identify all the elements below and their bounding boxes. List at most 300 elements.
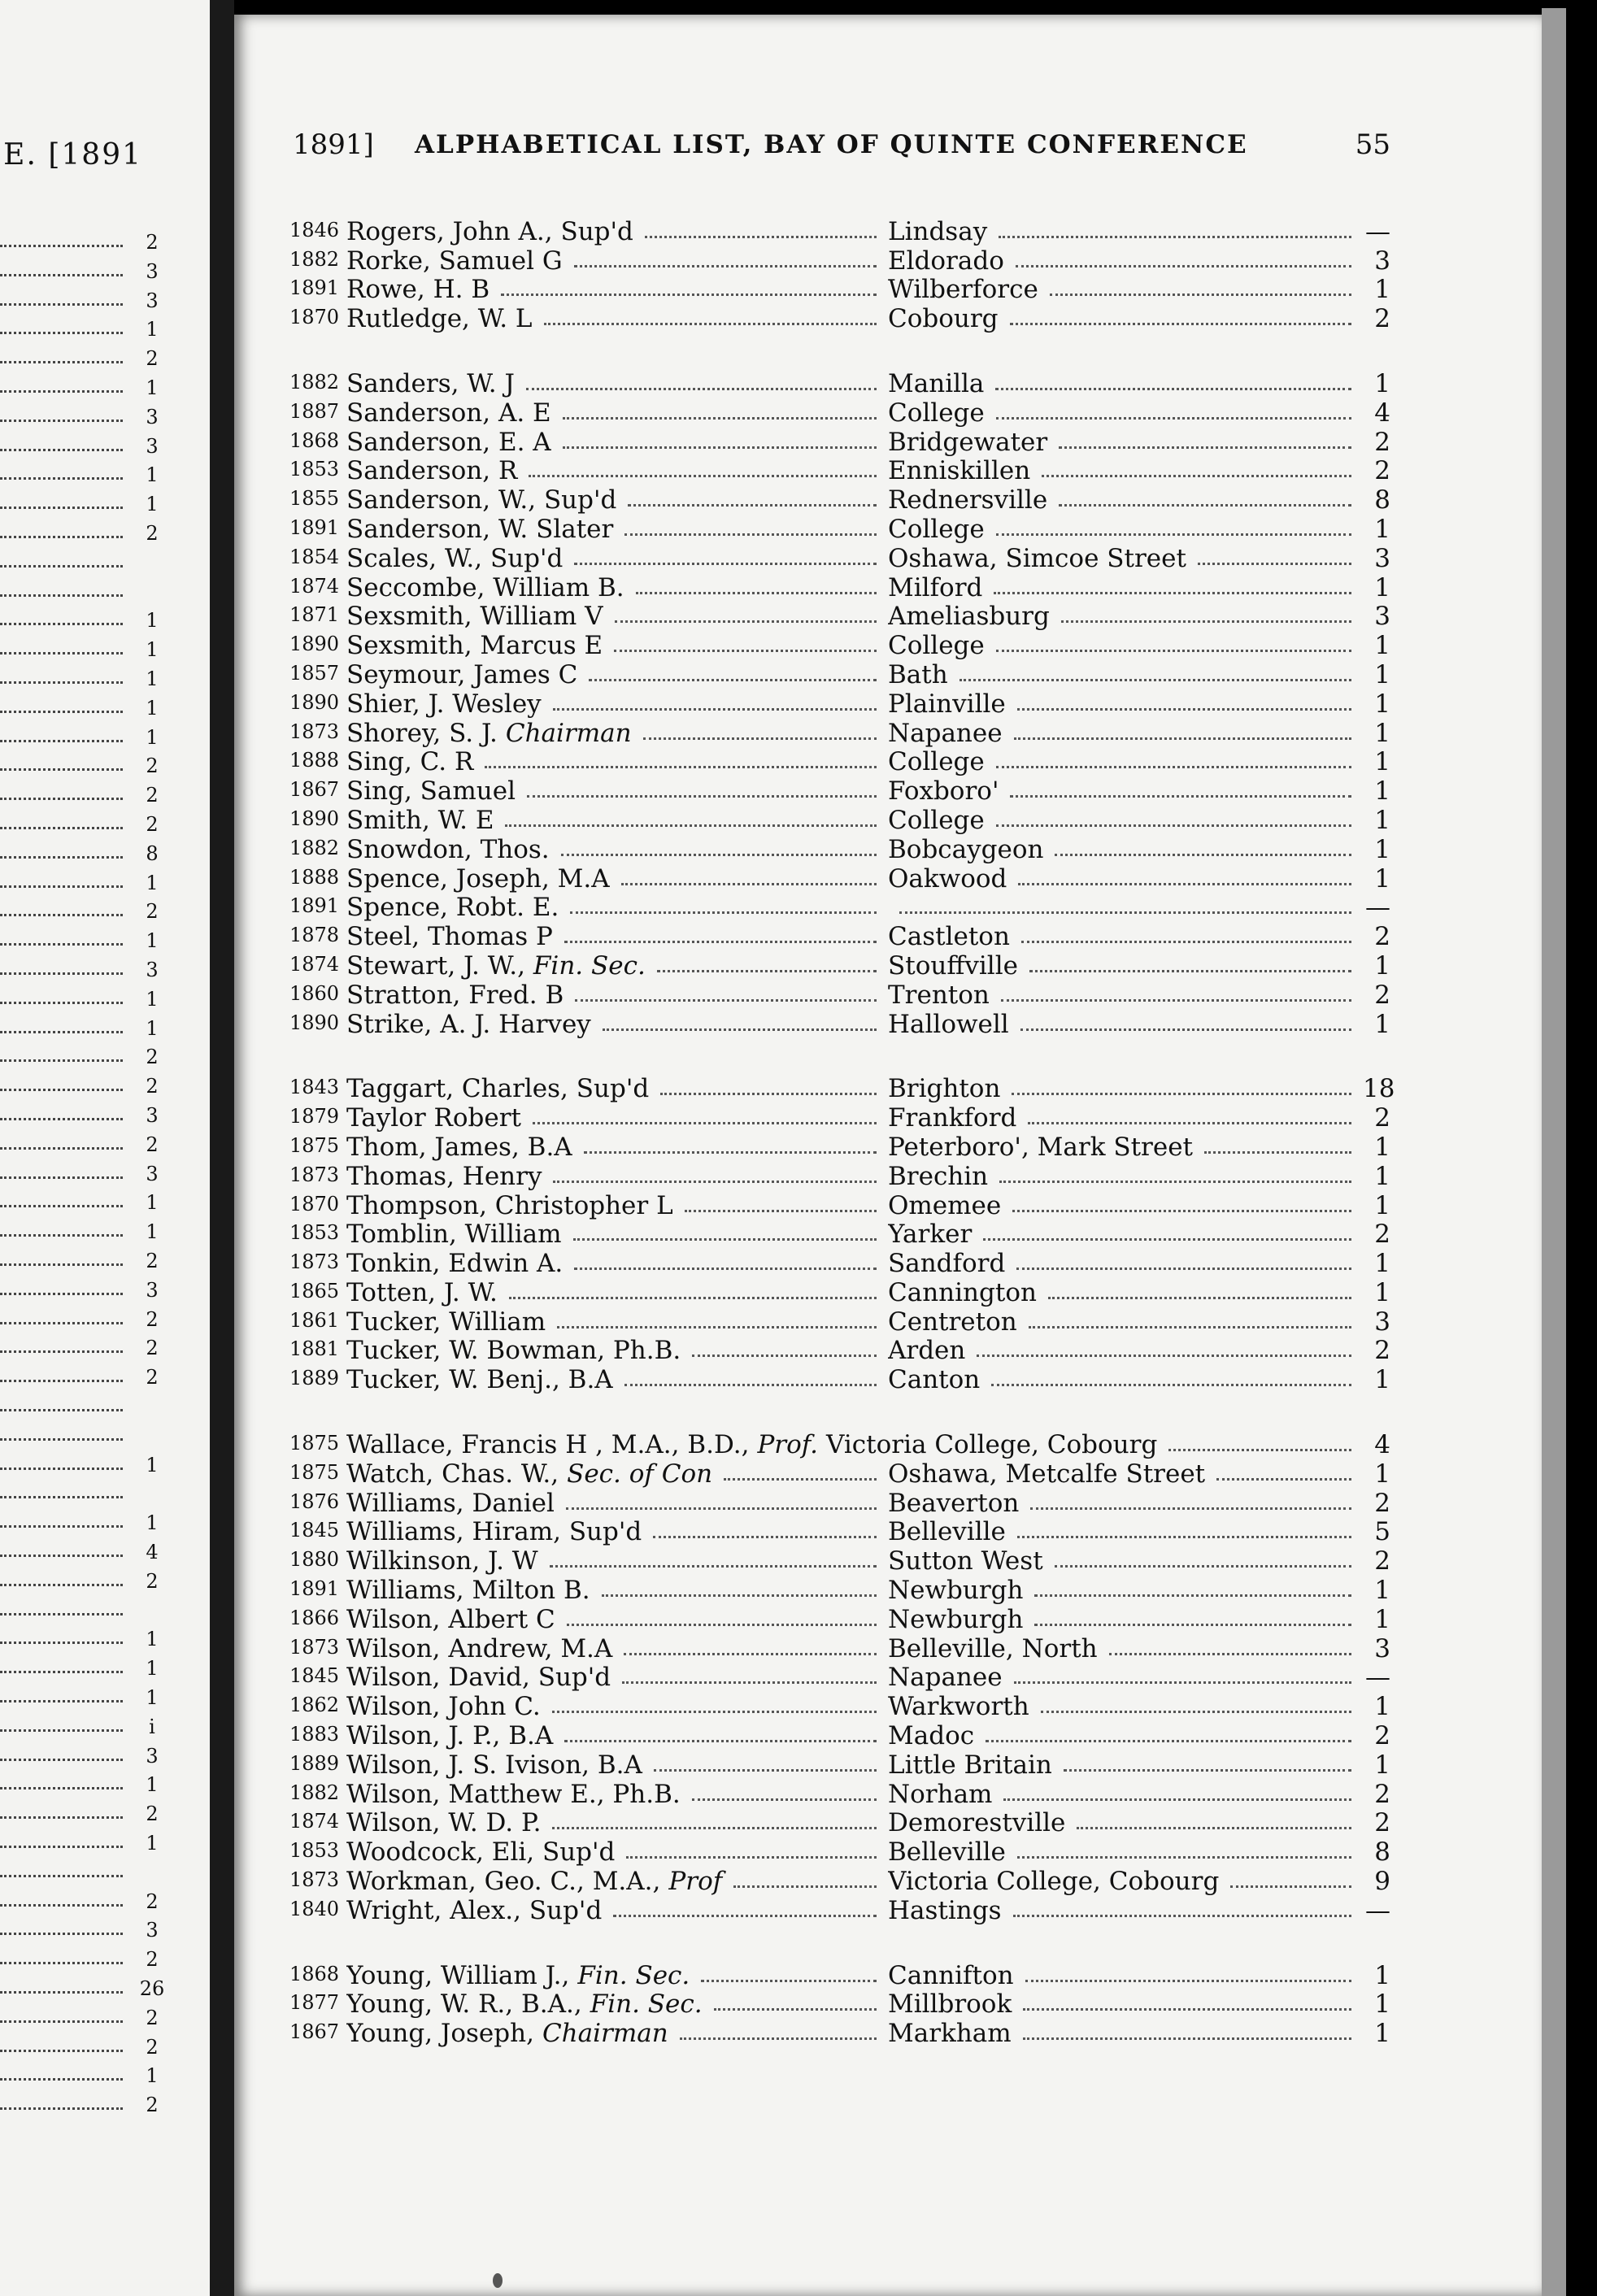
entry-station: Wilberforce (888, 276, 1038, 304)
list-entry (289, 1220, 1391, 1249)
left-page-row (0, 1421, 167, 1447)
entry-name: Tucker, W. Benj., B.A (346, 1366, 613, 1394)
entry-station: Bath (888, 660, 948, 689)
list-entry (289, 303, 1391, 333)
entry-name: Wilson, J. P., B.A (346, 1722, 554, 1750)
leader-dots (0, 1816, 123, 1819)
entry-years-count: 1 (1374, 776, 1390, 807)
leader-dots (1025, 1980, 1351, 1982)
entry-station-cell (888, 1250, 1363, 1277)
entry-year: 1873 (289, 1868, 340, 1892)
left-page-row (0, 1858, 167, 1884)
entry-station: Oakwood (888, 864, 1007, 893)
entry-name-cell (346, 602, 888, 630)
entry-station-cell (888, 1163, 1363, 1190)
entry-name-cell (346, 1337, 888, 1364)
entry-name-cell (346, 1722, 888, 1750)
left-page (0, 0, 210, 2296)
left-page-row (0, 373, 167, 399)
entry-years-count: 1 (1374, 805, 1390, 835)
entry-name: Seymour, James C (346, 660, 578, 689)
left-page-number: 2 (146, 231, 159, 254)
left-page-row (0, 868, 167, 894)
page-number: 55 (1355, 128, 1390, 161)
entry-name: Shier, J. Wesley (346, 689, 542, 718)
entry-year: 1874 (289, 1810, 340, 1833)
entry-station: Brighton (888, 1075, 1001, 1103)
entry-years-count: 1 (1374, 863, 1390, 894)
leader-dots (0, 1671, 123, 1673)
leader-dots (0, 1496, 123, 1498)
list-entry (289, 1277, 1391, 1307)
entry-station-cell (888, 1868, 1363, 1895)
entry-title: Fin. Sec. (590, 1990, 703, 2019)
entry-year: 1877 (289, 1991, 340, 2015)
entry-station: Rednersville (888, 486, 1048, 515)
left-page-number: 2 (146, 784, 159, 807)
entry-station: Castleton (888, 923, 1010, 951)
leader-dots (626, 1856, 877, 1859)
left-page-row (0, 1567, 167, 1593)
leader-dots (960, 679, 1351, 681)
list-entry (289, 216, 1391, 246)
entry-station-cell (888, 1489, 1363, 1517)
book-gutter (210, 0, 234, 2296)
entry-year: 1867 (289, 778, 340, 802)
entry-name-cell (346, 1192, 888, 1220)
entry-station-cell (888, 486, 1363, 514)
entry-name: Wilson, Andrew, M.A (346, 1634, 613, 1663)
entry-year: 1891 (289, 894, 340, 918)
left-page-number: 2 (146, 754, 159, 778)
leader-dots (1077, 1827, 1351, 1829)
entry-name-cell (346, 807, 888, 834)
leader-dots (1059, 504, 1351, 507)
left-page-row (0, 1683, 167, 1709)
entry-station-cell (888, 1962, 1363, 1989)
leader-dots (1042, 475, 1351, 477)
leader-dots (1010, 323, 1351, 325)
entry-station: Canton (888, 1366, 981, 1394)
leader-dots (0, 1700, 123, 1702)
entry-station-cell (888, 1838, 1363, 1866)
entry-name: Wilson, W. D. P. (346, 1809, 542, 1837)
entry-years-count: — (1365, 216, 1390, 246)
entry-name: Wilson, John C. (346, 1693, 541, 1721)
list-entry (289, 543, 1391, 572)
entry-years-count: 9 (1374, 1867, 1390, 1897)
entry-title: Prof. (757, 1431, 819, 1459)
entry-name: Thomas, Henry (346, 1162, 542, 1190)
entry-station: Manilla (888, 369, 985, 398)
left-page-number: 1 (146, 1453, 159, 1476)
leader-dots (564, 1740, 877, 1742)
entry-years-count: 1 (1374, 1161, 1390, 1191)
entry-year: 1853 (289, 1221, 340, 1245)
entry-name-cell (346, 632, 888, 659)
left-page-row (0, 1537, 167, 1563)
entry-name-cell (346, 1547, 888, 1575)
entry-station: Newburgh (888, 1576, 1024, 1605)
entry-name: Wright, Alex., Sup'd (346, 1896, 603, 1924)
entry-name: Tomblin, William (346, 1220, 562, 1249)
entry-name: Wilson, David, Sup'd (346, 1663, 611, 1692)
leader-dots (899, 911, 1351, 914)
entry-year: 1874 (289, 952, 340, 976)
leader-dots (1014, 737, 1351, 740)
entry-years-count: 2 (1374, 1808, 1390, 1838)
entry-name: Sing, Samuel (346, 777, 516, 806)
entry-year: 1868 (289, 428, 340, 452)
leader-dots (0, 390, 123, 393)
entry-station: Peterboro', Mark Street (888, 1133, 1193, 1161)
entry-station: Foxboro' (888, 777, 999, 806)
leader-dots (0, 1350, 123, 1353)
leader-dots (624, 1653, 877, 1655)
leader-dots (680, 2037, 877, 2040)
entry-years-count: 3 (1374, 1307, 1390, 1337)
leader-dots (0, 420, 123, 422)
entry-name: Young, W. R., B.A., (346, 1990, 582, 2019)
leader-dots (1012, 1210, 1351, 1212)
entry-name-cell (346, 218, 888, 246)
leader-dots (1050, 294, 1351, 296)
list-entry (289, 1691, 1391, 1720)
leader-dots (622, 1681, 877, 1684)
leader-dots (0, 1322, 123, 1324)
entry-station: Oshawa, Simcoe Street (888, 544, 1186, 572)
list-entry (289, 1248, 1391, 1277)
leader-dots (553, 708, 877, 711)
left-page-number: 1 (146, 725, 159, 749)
entry-year: 1854 (289, 545, 340, 568)
entry-station-cell (888, 515, 1363, 543)
leader-dots (1013, 1915, 1351, 1917)
list-entry (289, 1336, 1391, 1365)
entry-station-cell (888, 1635, 1363, 1663)
leader-dots (1016, 265, 1351, 267)
left-page-row (0, 2090, 167, 2116)
entry-name-cell (346, 574, 888, 602)
entry-station-cell (888, 632, 1363, 659)
entry-name-cell (346, 1489, 888, 1517)
entry-station: College (888, 398, 985, 427)
entry-year: 1870 (289, 306, 340, 329)
list-entry (289, 514, 1391, 543)
entry-station: Plainville (888, 689, 1006, 718)
entry-years-count: 2 (1374, 980, 1390, 1010)
leader-dots (0, 972, 123, 975)
entry-station-cell (888, 1722, 1363, 1750)
entry-year: 1880 (289, 1548, 340, 1572)
entry-year: 1870 (289, 1192, 340, 1215)
entry-station: Markham (888, 2020, 1012, 2048)
list-entry (289, 776, 1391, 805)
leader-dots (0, 1525, 123, 1528)
leader-dots (1018, 883, 1351, 885)
leader-dots (996, 824, 1351, 827)
entry-year: 1888 (289, 749, 340, 772)
leader-dots (1017, 1536, 1351, 1538)
left-page-number: 26 (139, 1977, 165, 2000)
left-page-row (0, 1276, 167, 1302)
left-page-row (0, 1945, 167, 1971)
entry-years-count: 1 (1374, 1692, 1390, 1722)
entry-name-cell (346, 748, 888, 776)
left-page-row (0, 1130, 167, 1156)
entry-years-count: 2 (1374, 427, 1390, 457)
left-page-row (0, 1508, 167, 1534)
entry-name-cell (346, 720, 888, 747)
left-page-number: 1 (146, 1773, 159, 1797)
leader-dots (1109, 1653, 1351, 1655)
letter-group (289, 1960, 1391, 2047)
left-page-number: 3 (146, 1278, 159, 1302)
entry-station: Beaverton (888, 1489, 1020, 1517)
entry-years-count: 1 (1374, 1009, 1390, 1039)
entry-station-cell (888, 952, 1363, 980)
entry-station-cell (888, 428, 1363, 456)
list-entry (289, 1190, 1391, 1220)
entry-name-cell (346, 952, 888, 980)
leader-dots (0, 740, 123, 742)
entry-year: 1890 (289, 633, 340, 656)
leader-dots (624, 1384, 877, 1386)
leader-dots (0, 1846, 123, 1848)
entry-station-cell (888, 1308, 1363, 1336)
left-page-number: 2 (146, 1307, 159, 1331)
leader-dots (0, 914, 123, 916)
leader-dots (1059, 446, 1351, 449)
leader-dots (1028, 1122, 1351, 1124)
entry-year: 1845 (289, 1519, 340, 1542)
entry-name-cell (346, 690, 888, 718)
left-page-row (0, 2003, 167, 2029)
entry-years-count: — (1365, 1663, 1390, 1693)
left-page-row (0, 694, 167, 720)
entry-year: 1857 (289, 661, 340, 685)
entry-name-cell (346, 305, 888, 333)
entry-station-cell (888, 1990, 1363, 2018)
leader-dots (567, 1624, 877, 1626)
left-page-row (0, 781, 167, 807)
entry-name-cell (346, 1075, 888, 1102)
leader-dots (553, 1181, 877, 1183)
letter-group (289, 216, 1391, 333)
entry-name-cell (346, 457, 888, 485)
left-page-row (0, 286, 167, 312)
entry-station: Arden (888, 1337, 966, 1365)
entry-year: 1874 (289, 574, 340, 598)
entry-station: Enniskillen (888, 457, 1031, 485)
entry-name-cell (346, 1751, 888, 1779)
leader-dots (0, 1468, 123, 1470)
left-page-row (0, 1246, 167, 1272)
leader-dots (685, 1210, 877, 1212)
entry-name-cell (346, 247, 888, 275)
entry-years-count: 1 (1374, 2019, 1390, 2049)
leader-dots (1010, 795, 1351, 798)
entry-year: 1890 (289, 1011, 340, 1034)
list-entry (289, 1074, 1395, 1104)
leader-dots (533, 1122, 877, 1124)
leader-dots (624, 533, 877, 536)
leader-dots (0, 1118, 123, 1120)
left-page-row (0, 1101, 167, 1127)
entry-station-cell (888, 748, 1363, 776)
entry-name: Sexsmith, William V (346, 602, 603, 631)
entry-station: Newburgh (888, 1605, 1024, 1633)
left-page-number: 3 (146, 1919, 159, 1942)
entry-station: Lindsay (888, 217, 988, 246)
left-page-row (0, 1974, 167, 2000)
left-page-number: 2 (146, 2006, 159, 2029)
entry-station: Cannington (888, 1278, 1037, 1307)
leader-dots (574, 1268, 877, 1270)
entry-station: Victoria College, Cobourg (888, 1868, 1220, 1896)
entry-name-cell (346, 1163, 888, 1190)
entry-year: 1860 (289, 981, 340, 1005)
entry-station-cell (888, 305, 1363, 333)
entry-station-cell (888, 777, 1363, 805)
left-page-row (0, 1479, 167, 1505)
left-page-number: 1 (146, 696, 159, 720)
leader-dots (0, 1380, 123, 1382)
entry-years-count: — (1365, 893, 1390, 923)
leader-dots (573, 1238, 877, 1241)
leader-dots (1230, 1885, 1351, 1888)
list-entry (289, 398, 1391, 427)
left-page-number: 1 (146, 987, 159, 1011)
left-page-row (0, 810, 167, 836)
entry-station-cell (888, 370, 1363, 398)
leader-dots (0, 1147, 123, 1150)
leader-dots (654, 1769, 877, 1772)
entry-year: 1875 (289, 1460, 340, 1484)
entry-name: Wilkinson, J. W (346, 1547, 538, 1576)
left-page-number: 2 (146, 1337, 159, 1360)
left-page-number: 1 (146, 1686, 159, 1709)
list-entry (289, 1960, 1391, 1989)
leader-dots (0, 1555, 123, 1557)
left-page-row (0, 344, 167, 370)
list-entry (289, 1779, 1391, 1808)
entry-station: College (888, 748, 985, 776)
leader-dots (999, 236, 1351, 238)
entry-name: Williams, Hiram, Sup'd (346, 1518, 642, 1546)
entry-years-count: 1 (1374, 718, 1390, 748)
list-entry (289, 1102, 1391, 1132)
entry-name: Sanderson, R (346, 457, 518, 485)
entry-year: 1873 (289, 1250, 340, 1274)
leader-dots (645, 236, 877, 238)
leader-dots (977, 1355, 1351, 1357)
leader-dots (1023, 2037, 1351, 2040)
leader-dots (509, 1297, 877, 1299)
list-entry (289, 921, 1391, 950)
leader-dots (1020, 1028, 1351, 1031)
entry-station-cell (888, 981, 1363, 1009)
left-page-row (0, 432, 167, 458)
header-year: 1891] (293, 128, 374, 161)
leader-dots (653, 1536, 877, 1538)
left-page-number: 2 (146, 900, 159, 924)
entry-years-count: 2 (1374, 304, 1390, 334)
left-page-row (0, 1596, 167, 1622)
leader-dots (0, 1263, 123, 1266)
left-page-row (0, 1042, 167, 1068)
list-entry (289, 689, 1391, 718)
leader-dots (0, 536, 123, 538)
leader-dots (0, 1234, 123, 1237)
entry-name: Sanders, W. J (346, 369, 515, 398)
entry-years-count: 2 (1374, 1721, 1390, 1751)
left-page-row (0, 257, 167, 283)
entry-name-cell (346, 1897, 888, 1924)
left-page-row (0, 606, 167, 632)
entry-year: 1890 (289, 807, 340, 830)
list-entry (289, 1364, 1391, 1394)
entry-station: Napanee (888, 1663, 1003, 1692)
entry-name-cell (346, 923, 888, 950)
list-entry (289, 1837, 1391, 1866)
entry-name-cell (346, 545, 888, 572)
leader-dots (0, 594, 123, 597)
left-page-row (0, 315, 167, 341)
entry-year: 1866 (289, 1606, 340, 1629)
left-page-number: 1 (146, 493, 159, 516)
leader-dots (0, 1759, 123, 1761)
leader-dots (986, 1740, 1351, 1742)
entry-year: 1888 (289, 865, 340, 889)
entry-station: College (888, 515, 985, 543)
entry-station: Brechin (888, 1162, 989, 1190)
entry-name-cell (346, 428, 888, 456)
leader-dots (575, 999, 877, 1002)
leader-dots (995, 388, 1351, 390)
leader-dots (1055, 1565, 1351, 1568)
entry-year: 1867 (289, 2020, 340, 2044)
entry-name: Scales, W., Sup'd (346, 544, 564, 572)
entry-station-cell (888, 1011, 1363, 1038)
list-entry (289, 747, 1391, 776)
leader-dots (584, 1151, 877, 1154)
left-page-row (0, 2061, 167, 2087)
entry-name: Rogers, John A., Sup'd (346, 217, 633, 246)
entry-name-cell (346, 486, 888, 514)
entry-station-cell (888, 1075, 1363, 1102)
entry-station-cell (888, 1220, 1363, 1248)
left-page-number: 1 (146, 638, 159, 662)
list-entry (289, 1575, 1391, 1604)
entry-name-cell (346, 981, 888, 1009)
entry-station-cell (888, 807, 1363, 834)
list-entry (289, 1459, 1391, 1488)
entry-station: Napanee (888, 719, 1003, 747)
entry-title: Chairman (542, 2020, 668, 2048)
leader-dots (0, 303, 123, 306)
entry-name: Williams, Daniel (346, 1489, 555, 1517)
entry-years-count: 18 (1363, 1074, 1395, 1104)
list-entry (289, 893, 1391, 922)
leader-dots (692, 1355, 877, 1357)
left-page-row (0, 985, 167, 1011)
leader-dots (0, 885, 123, 888)
entry-years-count: 1 (1374, 834, 1390, 864)
entry-station: Hallowell (888, 1010, 1009, 1038)
entry-name-cell (346, 1460, 888, 1488)
entry-station-cell (888, 1751, 1363, 1779)
